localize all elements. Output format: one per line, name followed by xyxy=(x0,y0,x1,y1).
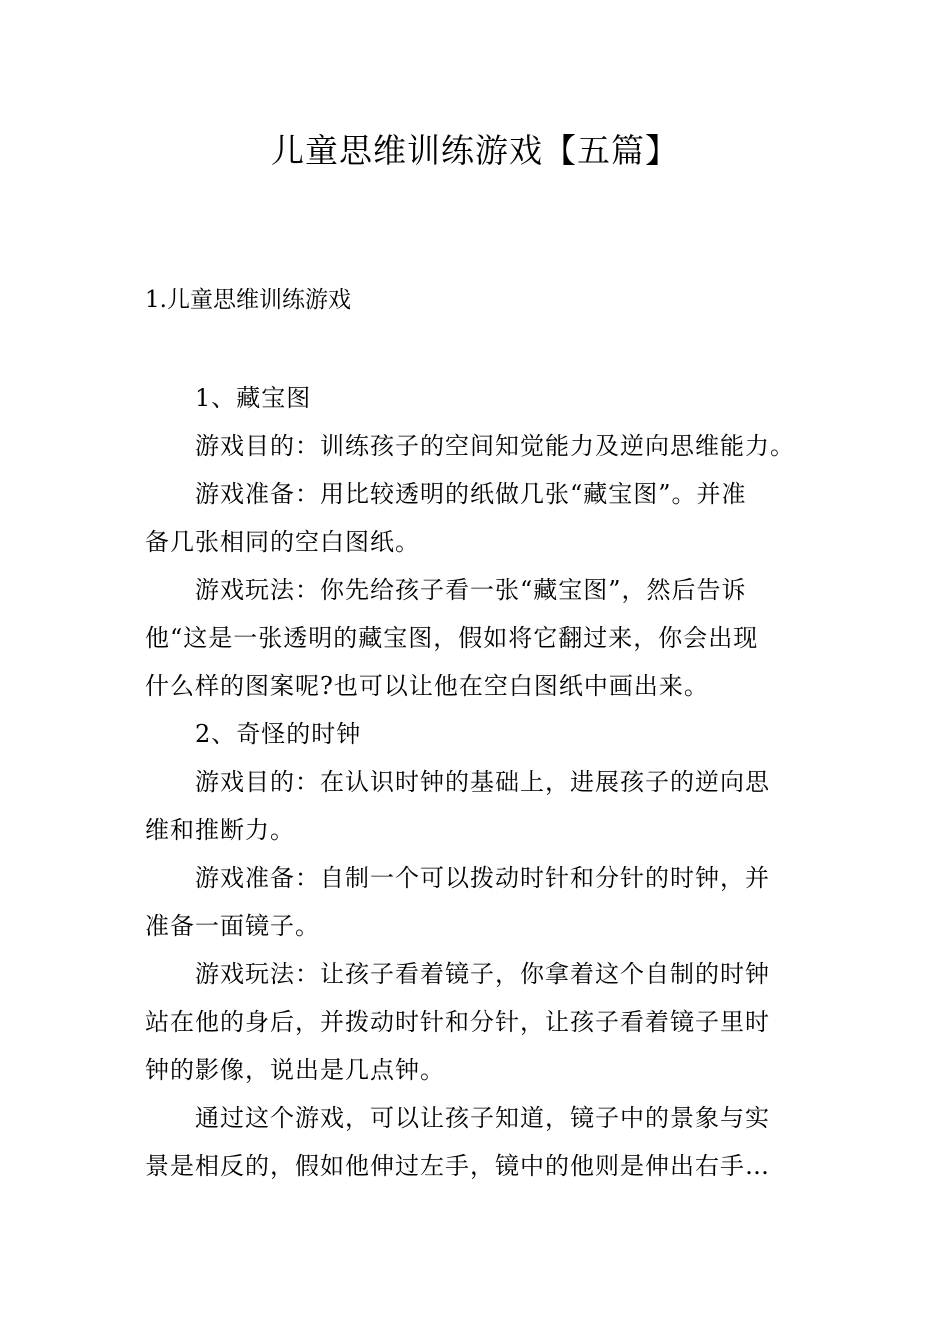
paragraph-line: 备几张相同的空白图纸。 xyxy=(145,528,420,556)
subheading-strange-clock: 2、奇怪的时钟 xyxy=(195,720,362,748)
paragraph-line: 游戏目的：在认识时钟的基础上，进展孩子的逆向思 xyxy=(195,768,770,796)
paragraph-line: 他“这是一张透明的藏宝图，假如将它翻过来，你会出现 xyxy=(145,624,759,652)
paragraph-line: 景是相反的，假如他伸过左手，镜中的他则是伸出右手… xyxy=(145,1152,770,1180)
subheading-treasure-map: 1、藏宝图 xyxy=(195,384,312,412)
paragraph-line: 通过这个游戏，可以让孩子知道，镜子中的景象与实 xyxy=(195,1104,770,1132)
paragraph-line: 钟的影像，说出是几点钟。 xyxy=(145,1056,445,1084)
document-body xyxy=(145,374,810,1190)
document-title: 儿童思维训练游戏【五篇】 xyxy=(271,131,679,170)
paragraph-line: 游戏准备：自制一个可以拨动时针和分针的时钟，并 xyxy=(195,864,770,892)
section-heading: 1.儿童思维训练游戏 xyxy=(145,287,351,313)
paragraph-line: 游戏玩法：你先给孩子看一张“藏宝图”，然后告诉 xyxy=(195,576,747,604)
paragraph-line: 游戏目的：训练孩子的空间知觉能力及逆向思维能力。 xyxy=(195,432,795,460)
paragraph-line: 游戏玩法：让孩子看着镜子，你拿着这个自制的时钟 xyxy=(195,960,770,988)
paragraph-line: 游戏准备：用比较透明的纸做几张“藏宝图”。并准 xyxy=(195,480,747,508)
paragraph-line: 什么样的图案呢?也可以让他在空白图纸中画出来。 xyxy=(145,672,709,700)
paragraph-line: 维和推断力。 xyxy=(145,816,295,844)
paragraph-line: 准备一面镜子。 xyxy=(145,912,320,940)
paragraph-line: 站在他的身后，并拨动时针和分针，让孩子看着镜子里时 xyxy=(145,1008,770,1036)
